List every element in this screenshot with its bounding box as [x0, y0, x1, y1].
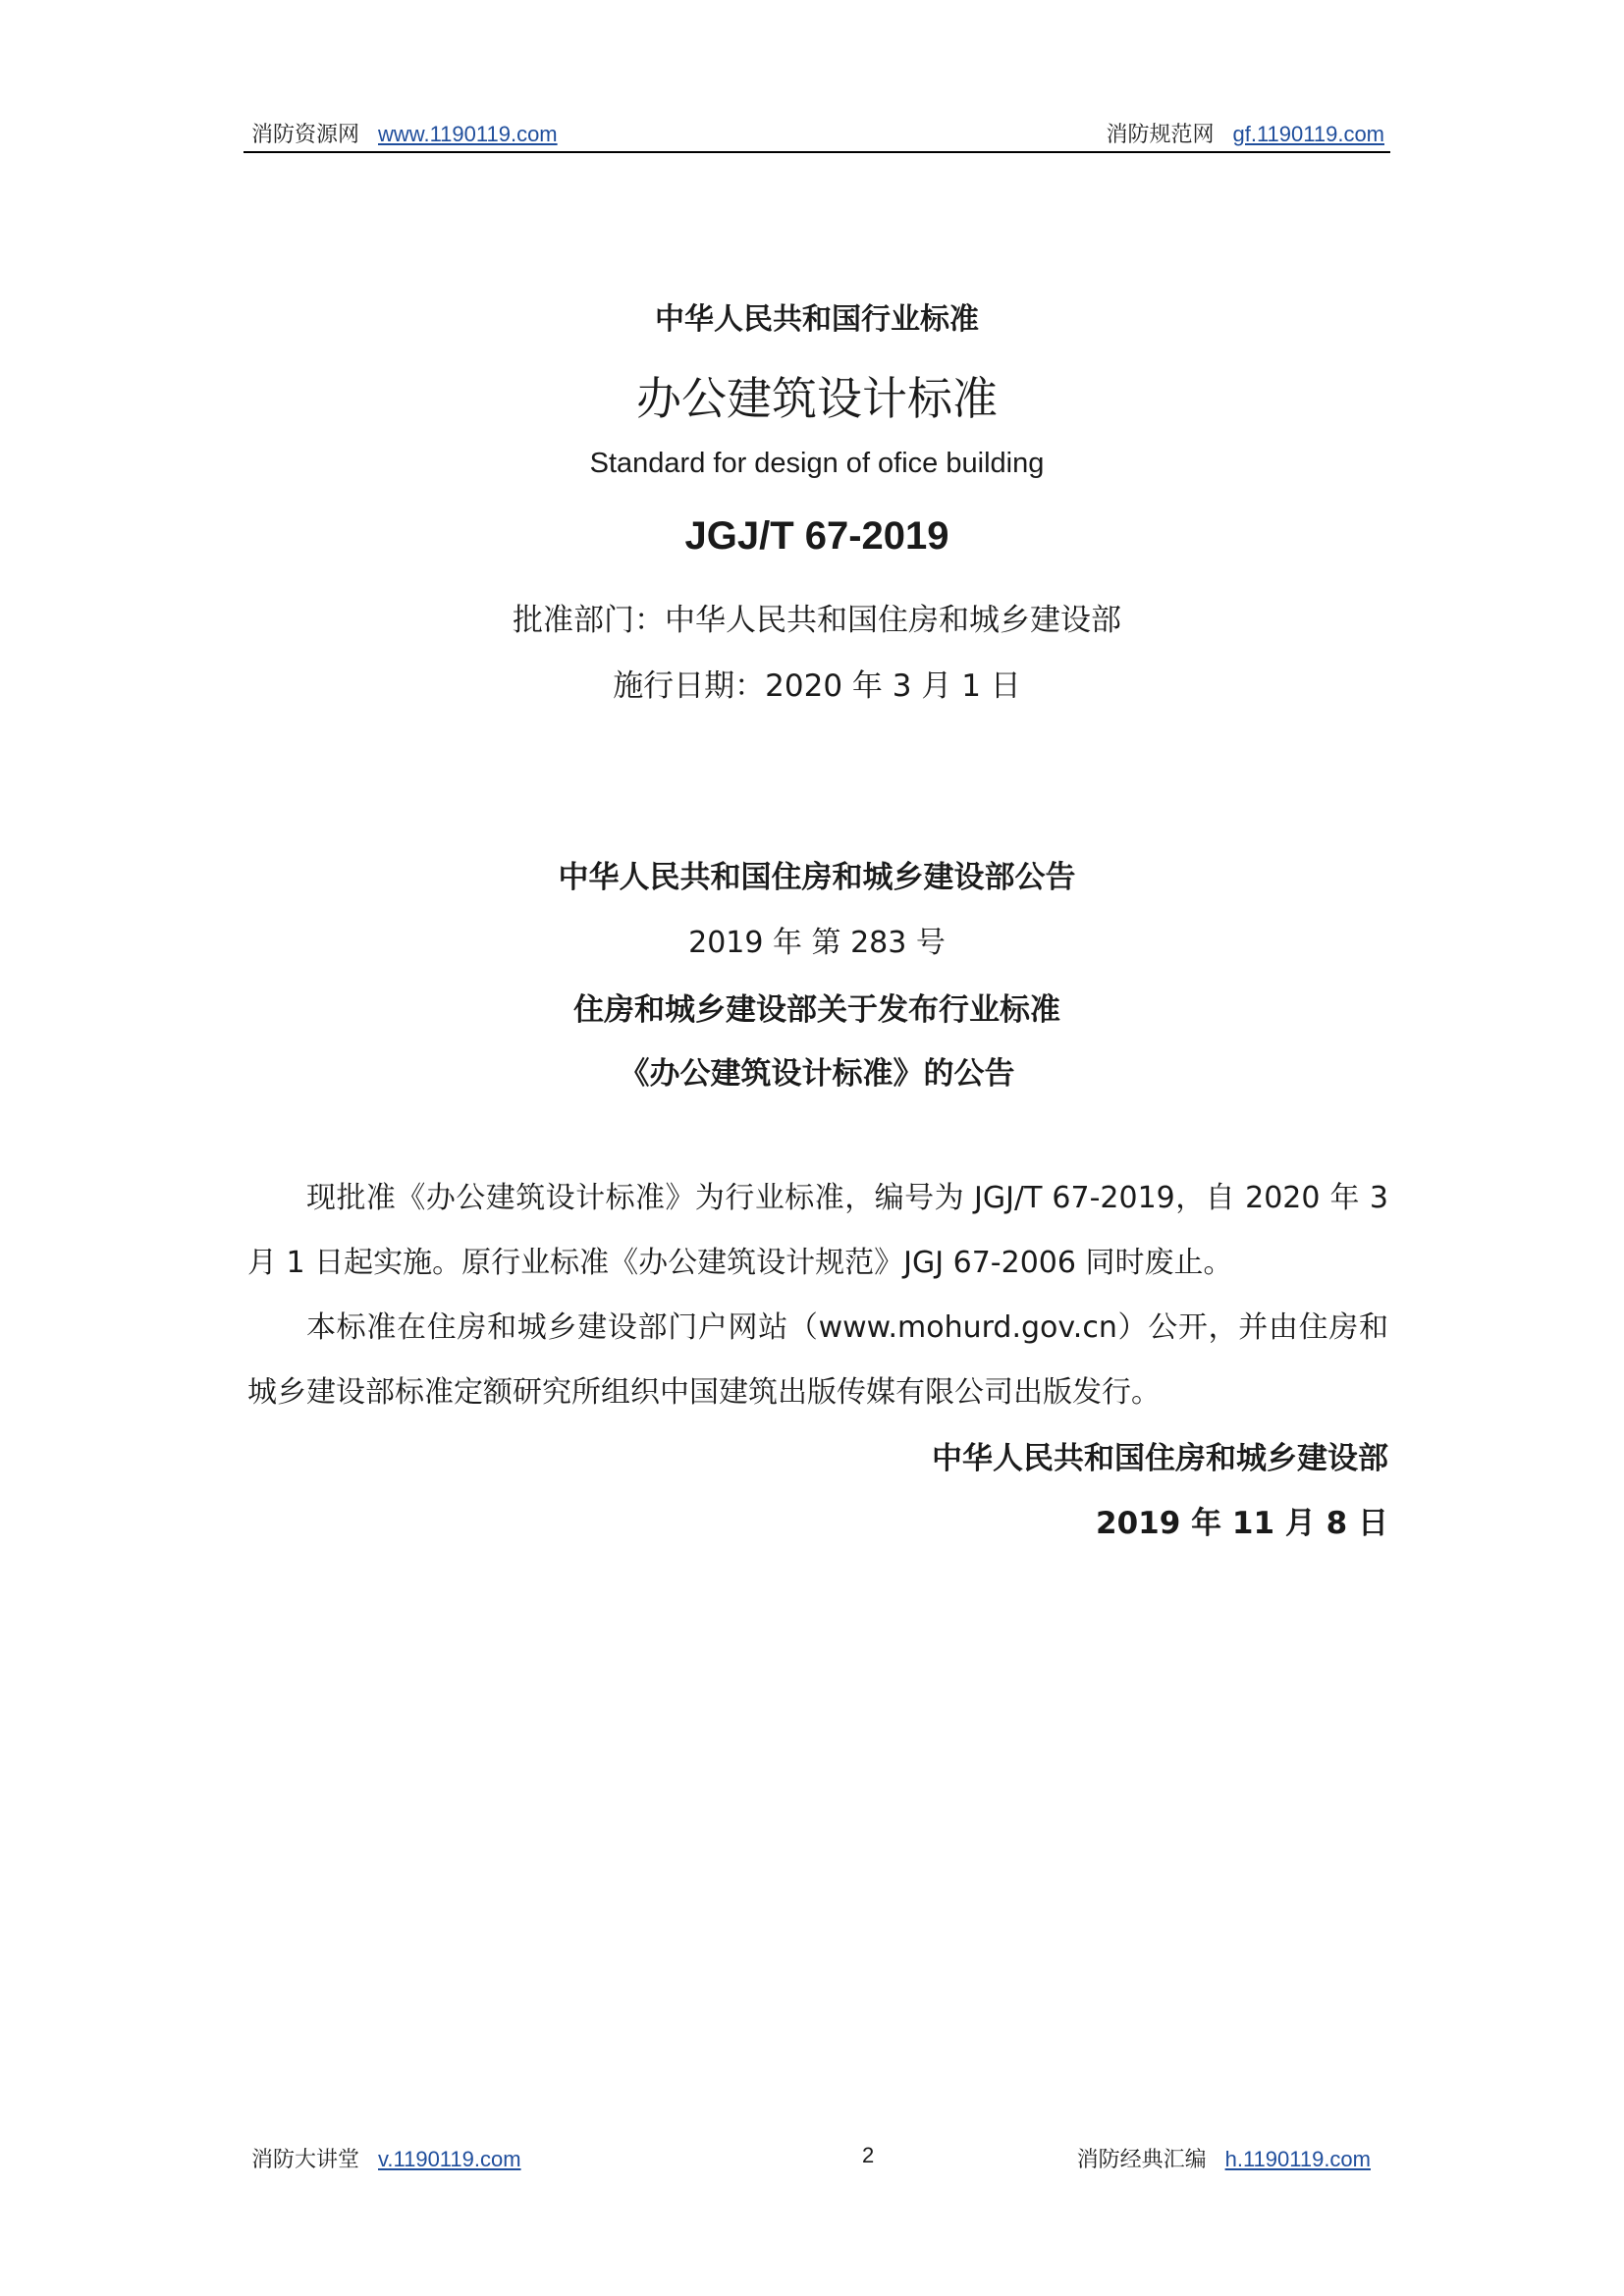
footer-left	[251, 2143, 521, 2173]
standard-code: JGJ/T 67-2019	[684, 514, 949, 558]
notice-title: 中华人民共和国住房和城乡建设部公告	[558, 860, 1076, 895]
notice-paragraph-1: 现批准《办公建筑设计标准》为行业标准，编号为 JGJ/T 67-2019，自 2020 年 3 月 1 日起实施。原行业标准《办公建筑设计规范》JGJ 67-2006 同时废止。	[247, 1181, 1388, 1280]
footer-right-site-name: 消防经典汇编	[1076, 2148, 1207, 2172]
notice-subtitle-line2: 《办公建筑设计标准》的公告	[619, 1056, 1015, 1092]
approving-department: 批准部门：中华人民共和国住房和城乡建设部	[513, 603, 1121, 638]
footer-right-link[interactable]: h.1190119.com	[1224, 2147, 1371, 2171]
header-right-site-name: 消防规范网	[1106, 123, 1215, 147]
english-title: Standard for design of ofice building	[589, 448, 1045, 479]
footer-left-site-name: 消防大讲堂	[251, 2148, 360, 2172]
notice-subtitle-line1: 住房和城乡建设部关于发布行业标准	[573, 992, 1060, 1028]
effective-date: 施行日期：2020 年 3 月 1 日	[613, 668, 1021, 704]
footer-right	[1077, 2143, 1371, 2173]
page-footer	[244, 2143, 1390, 2178]
page-header	[244, 116, 1390, 153]
header-left-site-name: 消防资源网	[251, 123, 360, 147]
document-title: 办公建筑设计标准	[636, 372, 998, 425]
standard-category: 中华人民共和国行业标准	[655, 302, 979, 337]
header-left-link[interactable]: www.1190119.com	[378, 122, 558, 146]
page-number: 2	[862, 2143, 875, 2167]
signature-date: 2019 年 11 月 8 日	[1096, 1506, 1388, 1541]
notice-paragraph-2: 本标准在住房和城乡建设部门户网站（www.mohurd.gov.cn）公开，并由住房和城乡建设部标准定额研究所组织中国建筑出版传媒有限公司出版发行。	[247, 1310, 1388, 1410]
header-right-link[interactable]: gf.1190119.com	[1232, 122, 1384, 146]
signature-organization: 中华人民共和国住房和城乡建设部	[932, 1441, 1388, 1476]
footer-left-link[interactable]: v.1190119.com	[378, 2147, 521, 2171]
header-right	[1106, 118, 1384, 148]
notice-number: 2019 年 第 283 号	[688, 926, 946, 960]
header-left	[251, 118, 558, 148]
